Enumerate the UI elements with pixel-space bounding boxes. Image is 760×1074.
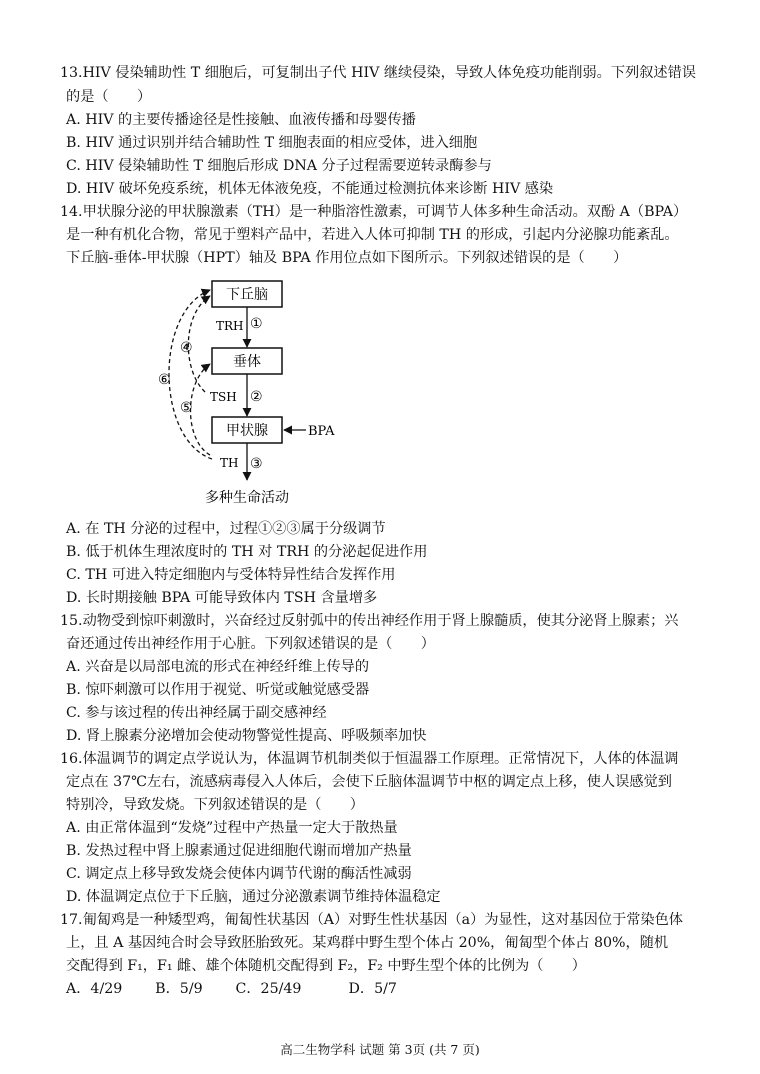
pituitary-label: 垂体 xyxy=(233,354,261,370)
q13-line-1: 13.HIV 侵染辅助性 T 细胞后，可复制出子代 HIV 继续侵染，导致人体免疫功能削弱。下列叙述错误 xyxy=(60,65,696,81)
q17-line-1: 17.匍匐鸡是一种矮型鸡，匍匐性状基因（A）对野生性状基因（a）为显性，这对基因位于常染色体 xyxy=(60,912,683,928)
q16-option-d: D. 体温调定点位于下丘脑，通过分泌激素调节维持体温稳定 xyxy=(66,889,441,905)
num-4: ④ xyxy=(180,340,193,356)
q14-option-c: C. TH 可进入特定细胞内与受体特异性结合发挥作用 xyxy=(66,567,396,583)
q16-option-b: B. 发热过程中肾上腺素通过促进细胞代谢而增加产热量 xyxy=(66,843,412,859)
trh-label: TRH xyxy=(216,319,244,333)
tsh-label: TSH xyxy=(210,390,237,404)
th-label: TH xyxy=(220,456,239,470)
q17-options: A．4/29 B．5/9 C．25/49 D．5/7 xyxy=(66,981,397,997)
q13-option-a: A. HIV 的主要传播途径是性接触、血液传播和母婴传播 xyxy=(66,112,416,128)
q14-option-b: B. 低于机体生理浓度时的 TH 对 TRH 的分泌起促进作用 xyxy=(66,544,428,560)
q16-option-c: C. 调定点上移导致发烧会使体内调节代谢的酶活性减弱 xyxy=(66,866,412,882)
feedback-arrow-6 xyxy=(169,290,212,459)
q14-line-2: 是一种有机化合物，常见于塑料产品中，若进入人体可抑制 TH 的形成，引起内分泌腺功能紊乱。 xyxy=(66,227,679,243)
q14-line-3: 下丘脑-垂体-甲状腺（HPT）轴及 BPA 作用位点如下图所示。下列叙述错误的是（ ） xyxy=(66,250,628,266)
q16-line-3: 特别冷，导致发烧。下列叙述错误的是（ ） xyxy=(66,797,364,813)
q13-option-c: C. HIV 侵染辅助性 T 细胞后形成 DNA 分子过程需要逆转录酶参与 xyxy=(66,158,492,174)
q17-line-3: 交配得到 F₁，F₁ 雌、雄个体随机交配得到 F₂，F₂ 中野生型个体的比例为（ ） xyxy=(66,958,586,974)
q16-line-1: 16.体温调节的调定点学说认为，体温调节机制类似于恒温器工作原理。正常情况下，人体的体温调 xyxy=(60,751,679,767)
q14-line-1: 14.甲状腺分泌的甲状腺激素（TH）是一种脂溶性激素，可调节人体多种生命活动。双酚 A（BPA） xyxy=(60,204,688,220)
q15-line-1: 15.动物受到惊吓刺激时，兴奋经过反射弧中的传出神经作用于肾上腺髓质，使其分泌肾上腺素；兴 xyxy=(60,613,679,629)
q16-option-a: A. 由正常体温到“发烧”过程中产热量一定大于散热量 xyxy=(66,820,398,836)
num-1: ① xyxy=(250,316,263,332)
num-6: ⑥ xyxy=(158,372,171,388)
page-footer: 高二生物学科 试题 第 3页 (共 7 页) xyxy=(280,1042,480,1057)
hypothalamus-label: 下丘脑 xyxy=(226,287,268,303)
q15-option-d: D. 肾上腺素分泌增加会使动物警觉性提高、呼吸频率加快 xyxy=(66,728,427,744)
q15-option-c: C. 参与该过程的传出神经属于副交感神经 xyxy=(66,705,327,721)
num-3: ③ xyxy=(250,456,263,472)
hpt-axis-diagram xyxy=(150,272,390,512)
q15-option-a: A. 兴奋是以局部电流的形式在神经纤维上传导的 xyxy=(66,659,370,675)
q13-option-b: B. HIV 通过识别并结合辅助性 T 细胞表面的相应受体，进入细胞 xyxy=(66,135,478,151)
q16-line-2: 定点在 37℃左右，流感病毒侵入人体后，会使下丘脑体温调节中枢的调定点上移，使人误感觉到 xyxy=(66,774,672,790)
num-5: ⑤ xyxy=(180,400,193,416)
q15-option-b: B. 惊吓刺激可以作用于视觉、听觉或触觉感受器 xyxy=(66,682,370,698)
q15-line-2: 奋还通过传出神经作用于心脏。下列叙述错误的是（ ） xyxy=(66,636,435,652)
q13-line-2: 的是（ ） xyxy=(66,89,152,105)
num-2: ② xyxy=(250,389,263,405)
q17-line-2: 上，且 A 基因纯合时会导致胚胎致死。某鸡群中野生型个体占 20%，匍匐型个体占 80%，随机 xyxy=(66,935,669,951)
feedback-arrow-5 xyxy=(191,364,211,455)
q14-option-a: A. 在 TH 分泌的过程中，过程①②③属于分级调节 xyxy=(66,521,386,537)
bpa-label: BPA xyxy=(308,424,335,439)
q14-option-d: D. 长时期接触 BPA 可能导致体内 TSH 含量增多 xyxy=(66,590,378,606)
thyroid-label: 甲状腺 xyxy=(226,423,268,439)
result-label: 多种生命活动 xyxy=(205,490,289,506)
q13-option-d: D. HIV 破坏免疫系统，机体无体液免疫，不能通过检测抗体来诊断 HIV 感染 xyxy=(66,181,554,197)
